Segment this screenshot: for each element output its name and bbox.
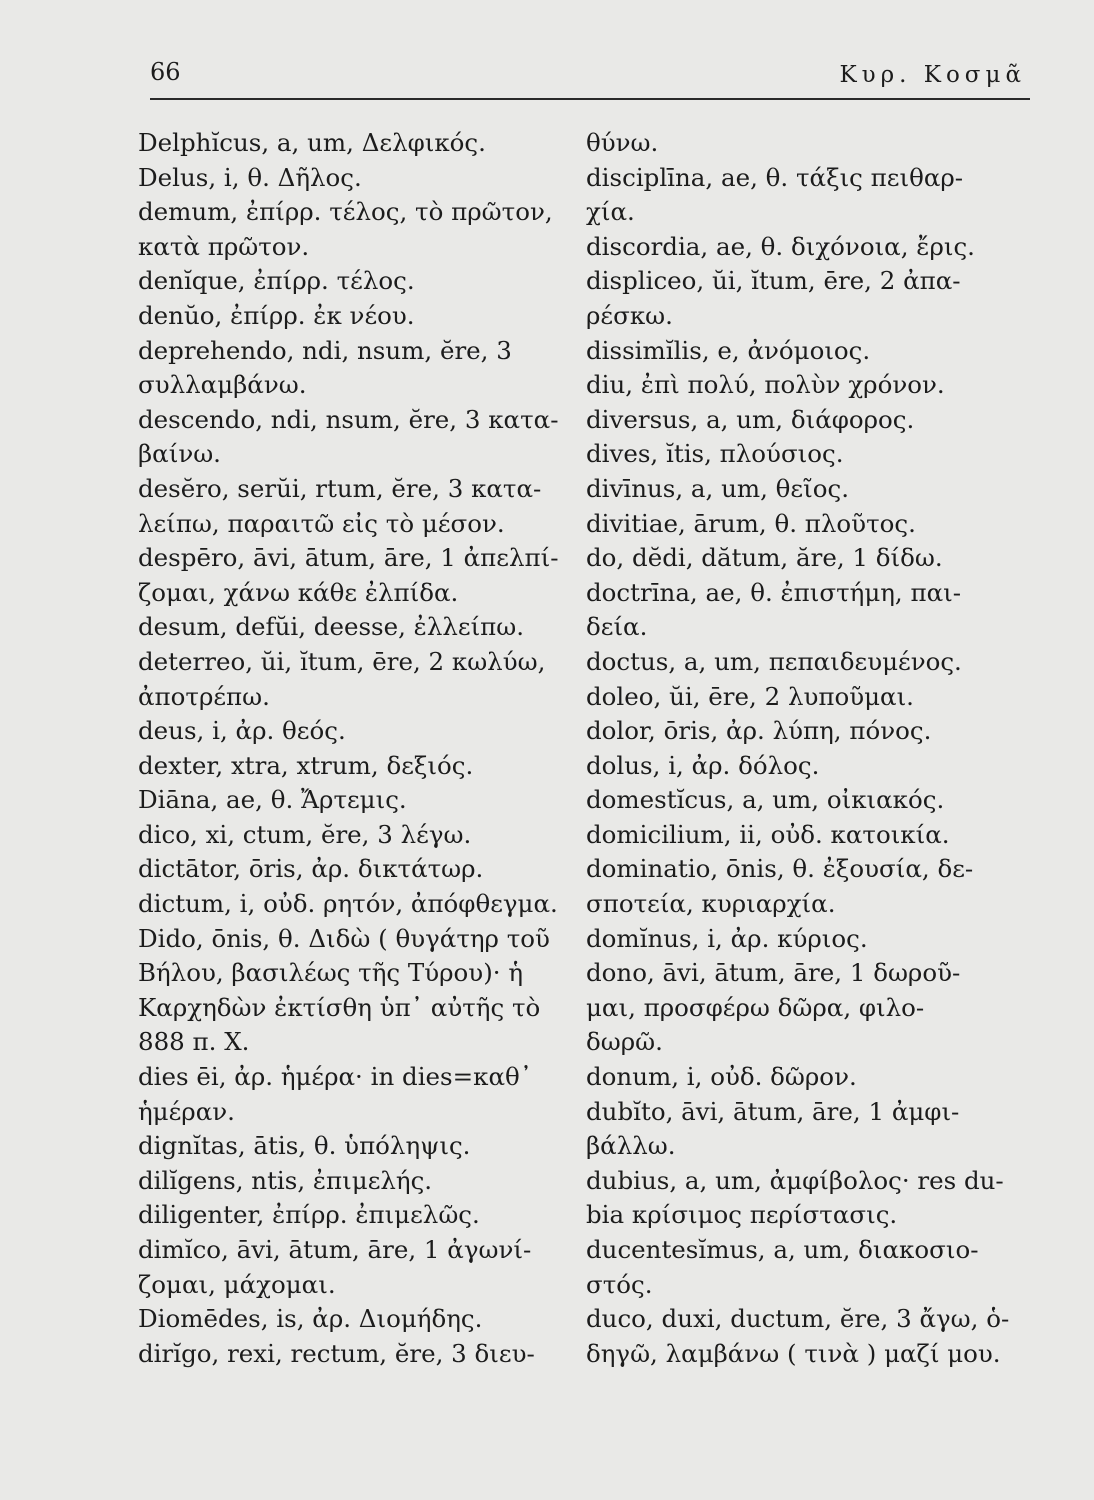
dictionary-entry — [138, 1060, 580, 1129]
dictionary-entry — [138, 161, 580, 196]
dictionary-entry — [138, 264, 580, 299]
entry-line: κατὰ πρῶτον. — [138, 231, 310, 261]
dictionary-entry — [586, 230, 1038, 265]
dictionary-entry — [586, 576, 1038, 645]
entry-line: Diomēdes, is, ἀρ. Διομήδης. — [138, 1304, 483, 1334]
dictionary-entry — [586, 714, 1038, 749]
entry-line: dictum, i, οὐδ. ρητόν, ἀπόφθεγμα. — [138, 889, 558, 919]
dictionary-entry — [138, 1302, 580, 1337]
entry-line: σποτεία, κυριαρχία. — [586, 889, 836, 919]
entry-line: δεία. — [586, 612, 648, 642]
entry-line: χία. — [586, 197, 635, 227]
dictionary-entry — [138, 1198, 580, 1233]
entry-line: Diāna, ae, θ. Ἄρτεμις. — [138, 785, 407, 815]
dictionary-entry — [138, 852, 580, 887]
entry-line: denĭque, ἐπίρρ. τέλος. — [138, 266, 415, 296]
dictionary-entry — [138, 334, 580, 403]
entry-line: θύνω. — [586, 128, 659, 157]
dictionary-entry — [138, 645, 580, 714]
entry-line: denŭo, ἐπίρρ. ἐκ νέου. — [138, 300, 415, 330]
dictionary-entry — [138, 1164, 580, 1199]
entry-line: descendo, ndi, nsum, ĕre, 3 κατα- — [138, 404, 559, 434]
dictionary-entry — [586, 956, 1038, 1060]
page-number: 66 — [150, 58, 181, 86]
dictionary-entry — [586, 818, 1038, 853]
dictionary-entry — [586, 1164, 1038, 1233]
entry-line: συλλαμβάνω. — [138, 370, 307, 400]
entry-line: Βήλου, βασιλέως τῆς Τύρου)· ἡ — [138, 958, 524, 988]
entry-line: deprehendo, ndi, nsum, ĕre, 3 — [138, 335, 512, 365]
dictionary-entry — [586, 783, 1038, 818]
dictionary-entry — [586, 852, 1038, 921]
entry-line: λείπω, παραιτῶ εἰς τὸ μέσον. — [138, 508, 505, 538]
entry-line: στός. — [586, 1269, 653, 1299]
entry-line: domĭnus, i, ἀρ. κύριος. — [586, 923, 868, 953]
dictionary-entry — [586, 507, 1038, 542]
entry-line: dexter, xtra, xtrum, δεξιός. — [138, 750, 474, 780]
dictionary-entry — [586, 1060, 1038, 1095]
dictionary-entry — [586, 680, 1038, 715]
entry-line: diligenter, ἐπίρρ. ἐπιμελῶς. — [138, 1200, 480, 1230]
entry-line: dominatio, ōnis, θ. ἐξουσία, δε- — [586, 854, 974, 884]
dictionary-entry — [586, 1302, 1038, 1371]
entry-line: Dido, ōnis, θ. Διδὼ ( θυγάτηρ τοῦ — [138, 923, 550, 953]
dictionary-entry — [138, 818, 580, 853]
entry-line: deterreo, ŭi, ĭtum, ēre, 2 κωλύω, — [138, 646, 546, 676]
dictionary-entry — [586, 472, 1038, 507]
entry-line: doctrīna, ae, θ. ἐπιστήμη, παι- — [586, 577, 962, 607]
dictionary-entry — [586, 437, 1038, 472]
dictionary-entry — [586, 1095, 1038, 1164]
right-column — [586, 126, 1038, 1371]
entry-line: ἡμέραν. — [138, 1096, 235, 1126]
entry-line: ἀποτρέπω. — [138, 681, 270, 711]
entry-line: displiceo, ŭi, ĭtum, ēre, 2 ἀπα- — [586, 266, 961, 296]
dictionary-entry — [138, 887, 580, 922]
dictionary-entry — [138, 1129, 580, 1164]
entry-line: divitiae, ārum, θ. πλοῦτος. — [586, 508, 916, 538]
dictionary-entry — [138, 472, 580, 541]
entry-line: dolor, ōris, ἀρ. λύπη, πόνος. — [586, 716, 932, 746]
entry-line: desum, defŭi, deesse, ἐλλείπω. — [138, 612, 525, 642]
entry-line: do, dĕdi, dătum, ăre, 1 δίδω. — [586, 543, 943, 573]
dictionary-entry — [138, 299, 580, 334]
dictionary-entry — [586, 922, 1038, 957]
entry-line: βάλλω. — [586, 1131, 676, 1161]
entry-line: dubius, a, um, ἀμφίβολος· res du- — [586, 1165, 1004, 1195]
entry-line: demum, ἐπίρρ. τέλος, τὸ πρῶτον, — [138, 197, 553, 227]
entry-line: bia κρίσιμος περίστασις. — [586, 1200, 898, 1230]
entry-line: δηγῶ, λαμβάνω ( τινὰ ) μαζί μου. — [586, 1338, 1001, 1368]
entry-line: βαίνω. — [138, 439, 221, 469]
entry-line: dictātor, ōris, ἀρ. δικτάτωρ. — [138, 854, 484, 884]
entry-line: divīnus, a, um, θεῖος. — [586, 473, 849, 503]
dictionary-entry — [138, 1337, 580, 1372]
entry-line: deus, i, ἀρ. θεός. — [138, 716, 346, 746]
dictionary-entry — [586, 334, 1038, 369]
entry-line: dives, ĭtis, πλούσιος. — [586, 439, 844, 469]
entry-line: ζομαι, χάνω κάθε ἐλπίδα. — [138, 577, 459, 607]
entry-line: domicilium, ii, οὐδ. κατοικία. — [586, 819, 950, 849]
dictionary-entry — [138, 714, 580, 749]
entry-line: doctus, a, um, πεπαιδευμένος. — [586, 646, 962, 676]
entry-line: ρέσκω. — [586, 300, 673, 330]
entry-line: dilĭgens, ntis, ἐπιμελής. — [138, 1165, 433, 1195]
dictionary-entry — [586, 749, 1038, 784]
entry-line: diversus, a, um, διάφορος. — [586, 404, 915, 434]
dictionary-entry — [586, 645, 1038, 680]
dictionary-entry — [138, 1233, 580, 1302]
entry-line: dies ēi, ἀρ. ἡμέρα· in dies=καθ᾽ — [138, 1062, 533, 1092]
dictionary-entry — [138, 783, 580, 818]
entry-line: dolus, i, ἀρ. δόλος. — [586, 750, 820, 780]
entry-line: disciplīna, ae, θ. τάξις πειθαρ- — [586, 162, 964, 192]
entry-line: Καρχηδὼν ἐκτίσθη ὑπ᾽ αὐτῆς τὸ — [138, 992, 541, 1022]
entry-line: donum, i, οὐδ. δῶρον. — [586, 1062, 857, 1092]
dictionary-entry — [586, 1233, 1038, 1302]
dictionary-entry — [138, 610, 580, 645]
entry-line: ducentesĭmus, a, um, διακοσιο- — [586, 1235, 979, 1264]
dictionary-entry — [138, 195, 580, 264]
left-column — [138, 126, 580, 1371]
entry-line: diu, ἐπὶ πολύ, πολὺν χρόνον. — [586, 370, 945, 400]
dictionary-entry — [138, 541, 580, 610]
running-title: Κυρ. Κοσμᾶ — [839, 62, 1026, 88]
dictionary-entry — [586, 541, 1038, 576]
entry-line: duco, duxi, ductum, ĕre, 3 ἄγω, ὁ- — [586, 1304, 1010, 1334]
entry-line: μαι, προσφέρω δῶρα, φιλο- — [586, 992, 925, 1022]
entry-line: dubĭto, āvi, ātum, āre, 1 ἀμφι- — [586, 1096, 960, 1126]
dictionary-entry — [138, 922, 580, 1060]
entry-line: ζομαι, μάχομαι. — [138, 1269, 336, 1299]
dictionary-entry — [138, 749, 580, 784]
entry-line: dono, āvi, ātum, āre, 1 δωροῦ- — [586, 958, 961, 988]
dictionary-entry — [586, 161, 1038, 230]
entry-line: Delphĭcus, a, um, Δελφικός. — [138, 128, 486, 157]
dictionary-entry — [586, 403, 1038, 438]
entry-line: dirĭgo, rexi, rectum, ĕre, 3 διευ- — [138, 1338, 535, 1368]
dictionary-entry — [138, 403, 580, 472]
entry-line: 888 π. Χ. — [138, 1027, 250, 1057]
dictionary-entry — [586, 126, 1038, 161]
entry-line: dimĭco, āvi, ātum, āre, 1 ἀγωνί- — [138, 1235, 532, 1264]
entry-line: domestĭcus, a, um, οἰκιακός. — [586, 785, 945, 815]
dictionary-entry — [138, 126, 580, 161]
entry-line: dissimĭlis, e, ἀνόμοιος. — [586, 335, 871, 365]
entry-line: desĕro, serŭi, rtum, ĕre, 3 κατα- — [138, 473, 542, 503]
dictionary-entry — [586, 368, 1038, 403]
dictionary-entry — [586, 264, 1038, 333]
page-header — [150, 58, 1030, 100]
entry-line: dico, xi, ctum, ĕre, 3 λέγω. — [138, 819, 472, 849]
entry-line: δωρῶ. — [586, 1027, 663, 1057]
entry-line: dignĭtas, ātis, θ. ὑπόληψις. — [138, 1131, 471, 1161]
entry-line: doleo, ŭi, ēre, 2 λυποῦμαι. — [586, 681, 914, 711]
entry-line: Delus, i, θ. Δῆλος. — [138, 162, 362, 192]
entry-line: despēro, āvi, ātum, āre, 1 ἀπελπί- — [138, 543, 559, 573]
entry-line: discordia, ae, θ. διχόνοια, ἔρις. — [586, 231, 975, 261]
